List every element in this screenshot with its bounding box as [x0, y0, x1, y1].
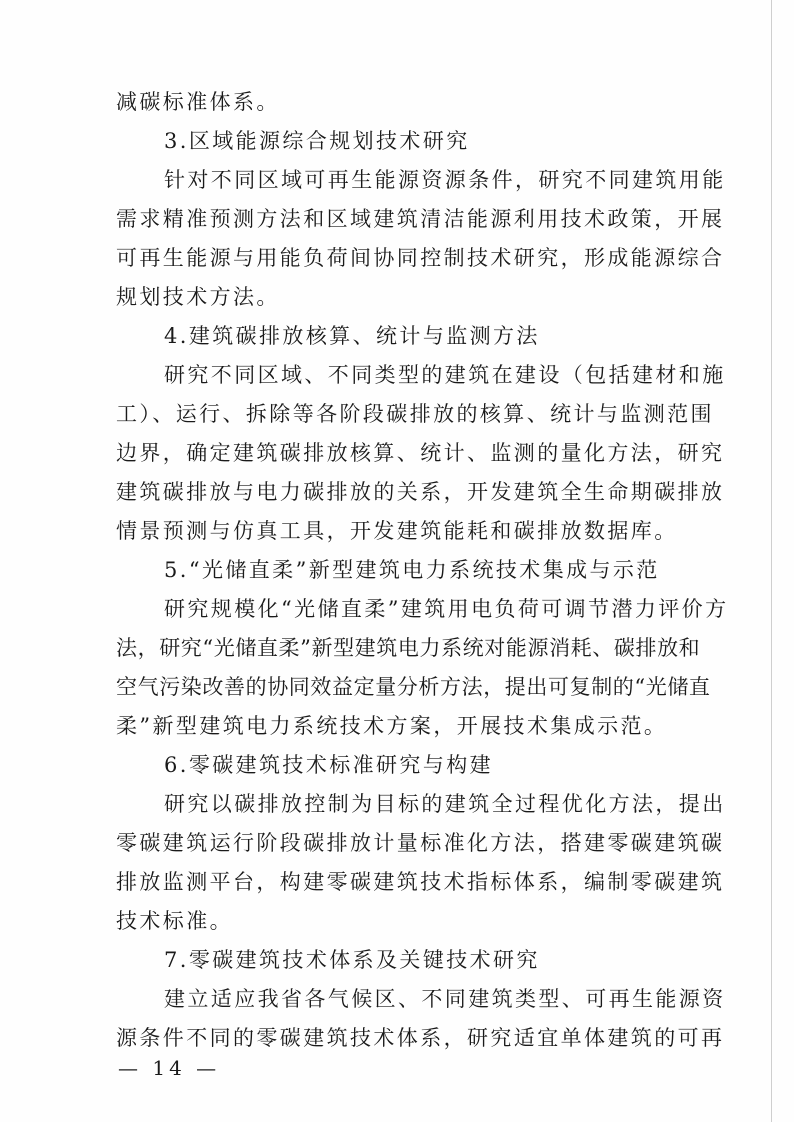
text-line: 减碳标准体系。 [116, 90, 280, 114]
section-heading: 6.零碳建筑技术标准研究与构建 [164, 753, 494, 777]
text-line: 情景预测与仿真工具，开发建筑能耗和碳排放数据库。 [116, 519, 678, 543]
text-line: 研究不同区域、不同类型的建筑在建设（包括建材和施 [164, 363, 726, 387]
text-line: 源条件不同的零碳建筑技术体系，研究适宜单体建筑的可再 [116, 1026, 725, 1050]
text-line: 空气污染改善的协同效益定量分析方法，提出可复制的“光储直 [116, 675, 711, 699]
text-line: 工）、运行、拆除等各阶段碳排放的核算、统计与监测范围 [116, 402, 714, 426]
text-line: 研究规模化“光储直柔”建筑用电负荷可调节潜力评价方 [164, 597, 729, 621]
text-line: 针对不同区域可再生能源资源条件，研究不同建筑用能 [164, 168, 726, 192]
page-number: — 14 — [118, 1056, 221, 1080]
section-heading: 5.“光储直柔”新型建筑电力系统技术集成与示范 [164, 558, 660, 582]
text-line: 零碳建筑运行阶段碳排放计量标准化方法，搭建零碳建筑碳 [116, 831, 725, 855]
text-line: 建筑碳排放与电力碳排放的关系，开发建筑全生命期碳排放 [116, 480, 725, 504]
scan-edge-line [771, 0, 772, 1122]
text-line: 建立适应我省各气候区、不同建筑类型、可再生能源资 [164, 987, 726, 1011]
text-line: 柔”新型建筑电力系统技术方案，开展技术集成示范。 [116, 714, 668, 738]
text-line: 边界，确定建筑碳排放核算、统计、监测的量化方法，研究 [116, 441, 725, 465]
section-heading: 3.区域能源综合规划技术研究 [164, 129, 470, 153]
text-line: 技术标准。 [116, 909, 233, 933]
text-line: 规划技术方法。 [116, 285, 280, 309]
text-line: 可再生能源与用能负荷间协同控制技术研究，形成能源综合 [116, 246, 725, 270]
text-line: 研究以碳排放控制为目标的建筑全过程优化方法，提出 [164, 792, 726, 816]
text-line: 需求精准预测方法和区域建筑清洁能源利用技术政策，开展 [116, 207, 725, 231]
text-line: 法，研究“光储直柔”新型建筑电力系统对能源消耗、碳排放和 [116, 636, 701, 660]
section-heading: 4.建筑碳排放核算、统计与监测方法 [164, 324, 540, 348]
section-heading: 7.零碳建筑技术体系及关键技术研究 [164, 948, 540, 972]
text-line: 排放监测平台，构建零碳建筑技术指标体系，编制零碳建筑 [116, 870, 725, 894]
